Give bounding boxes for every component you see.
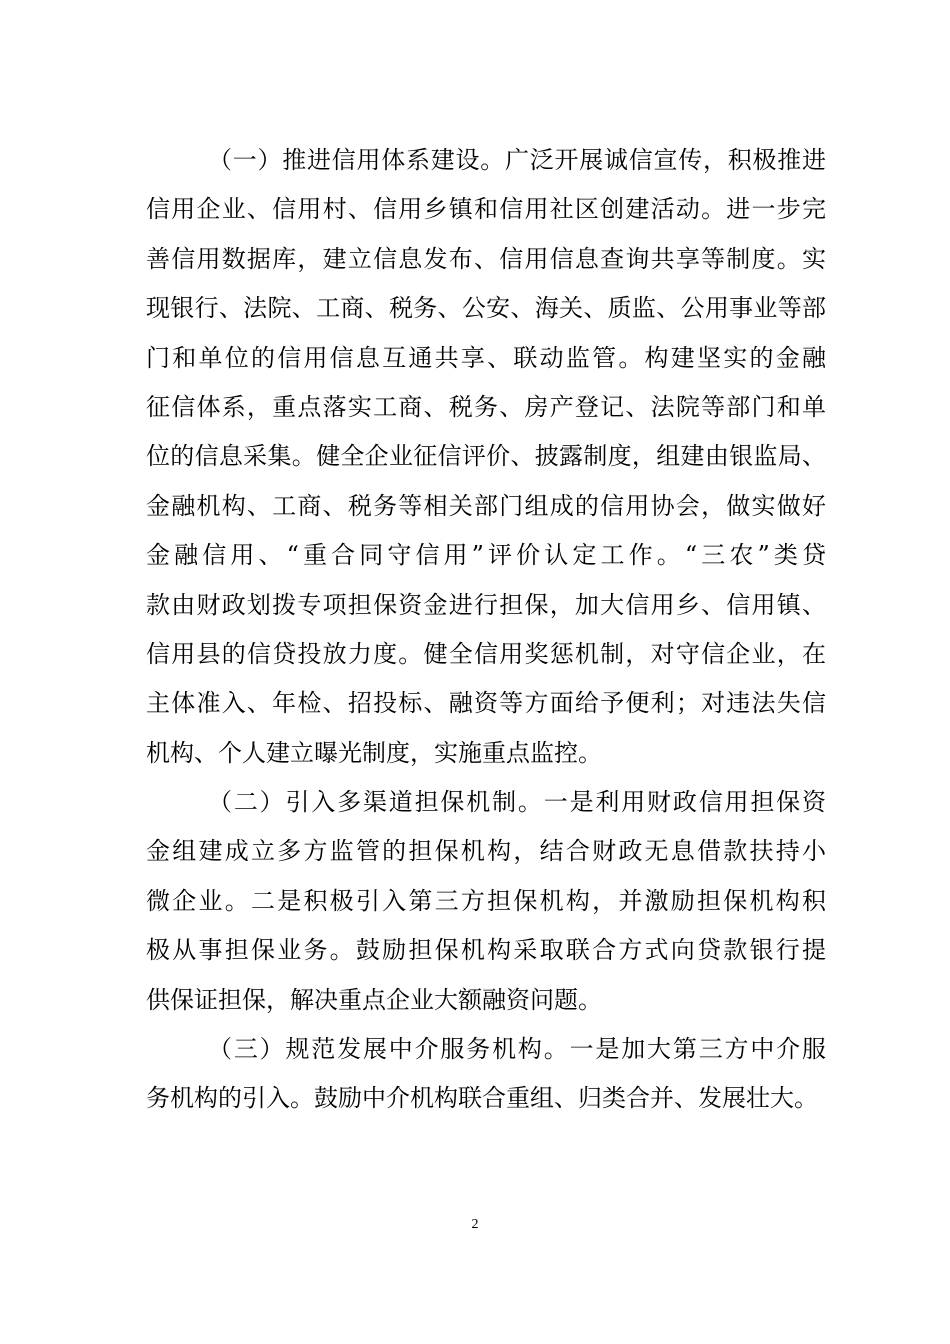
text-line: 位的信息采集。健全企业征信评价、披露制度，组建由银监局、 (146, 442, 826, 471)
text-line: 款由财政划拨专项担保资金进行担保，加大信用乡、信用镇、 (146, 590, 826, 619)
page-number: 2 (471, 1217, 479, 1232)
text-line: 信用县的信贷投放力度。健全信用奖惩机制，对守信企业，在 (146, 639, 826, 668)
text-line: 门和单位的信用信息互通共享、联动监管。构建坚实的金融 (146, 343, 826, 372)
text-line: 金融信用、“重合同守信用”评价认定工作。“三农”类贷 (146, 541, 826, 570)
text-line: 微企业。二是积极引入第三方担保机构，并激励担保机构积 (146, 886, 826, 915)
text-line: 善信用数据库，建立信息发布、信用信息查询共享等制度。实 (146, 244, 826, 273)
text-line: 供保证担保，解决重点企业大额融资问题。 (146, 985, 602, 1014)
text-line: （二）引入多渠道担保机制。一是利用财政信用担保资 (208, 788, 826, 817)
paragraph-intermediary-services (146, 1025, 826, 1124)
text-line: 极从事担保业务。鼓励担保机构采取联合方式向贷款银行提 (146, 936, 826, 965)
text-line: 信用企业、信用村、信用乡镇和信用社区创建活动。进一步完 (146, 195, 826, 224)
text-line: 现银行、法院、工商、税务、公安、海关、质监、公用事业等部 (146, 294, 826, 323)
text-line: 务机构的引入。鼓励中介机构联合重组、归类合并、发展壮大。 (146, 1084, 818, 1113)
paragraph-guarantee-mechanism (146, 778, 826, 1025)
text-line: 金组建成立多方监管的担保机构，结合财政无息借款扶持小 (146, 837, 826, 866)
text-line: 金融机构、工商、税务等相关部门组成的信用协会，做实做好 (146, 491, 826, 520)
text-line: 征信体系，重点落实工商、税务、房产登记、法院等部门和单 (146, 392, 826, 421)
text-line: （三）规范发展中介服务机构。一是加大第三方中介服 (208, 1035, 826, 1064)
paragraph-credit-system (146, 136, 826, 778)
text-line: 主体准入、年检、招投标、融资等方面给予便利；对违法失信 (146, 689, 826, 718)
text-line: 机构、个人建立曝光制度，实施重点监控。 (146, 738, 602, 767)
body-text (146, 136, 826, 1124)
text-line: （一）推进信用体系建设。广泛开展诚信宣传，积极推进 (208, 146, 826, 174)
